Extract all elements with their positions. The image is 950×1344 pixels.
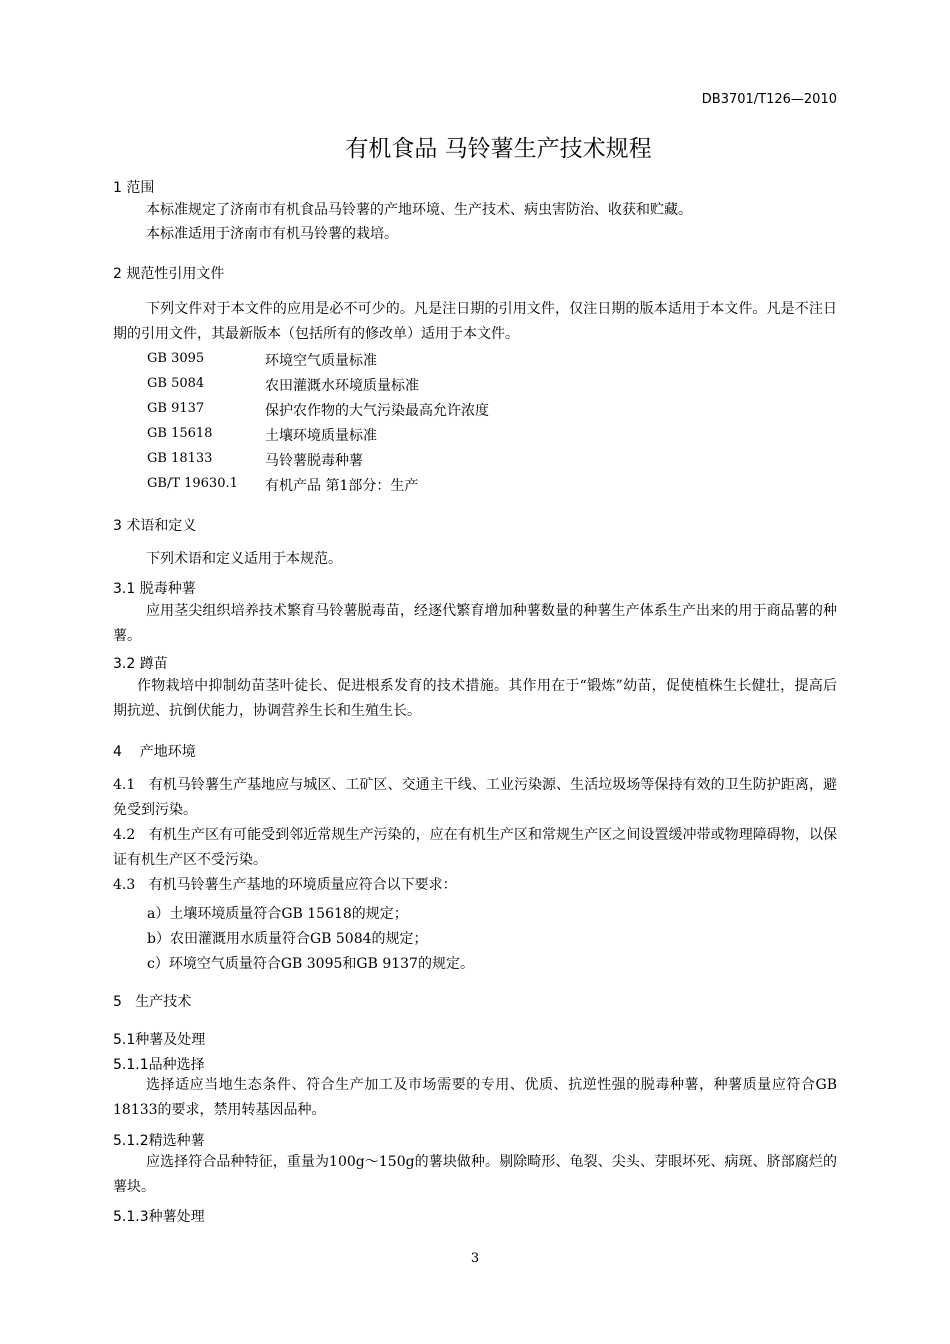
- reference-code: GB/T 19630.1: [147, 476, 238, 491]
- section-4-1-text: 4.1 有机马铃薯生产基地应与城区、工矿区、交通主干线、工业污染源、生活垃圾场等保持有效的卫生防护距离，避免受到污染。: [113, 777, 837, 818]
- reference-code: GB 5084: [147, 376, 205, 391]
- reference-title: 土壤环境质量标准: [265, 428, 377, 444]
- section-4-2-text: 4.2 有机生产区有可能受到邻近常规生产污染的，应在有机生产区和常规生产区之间设置缓冲带或物理障碍物，以保证有机生产区不受污染。: [113, 827, 837, 868]
- page-number: 3: [470, 1251, 480, 1266]
- section-4-3-text: 4.3 有机马铃薯生产基地的环境质量应符合以下要求：: [113, 877, 457, 893]
- section-1-paragraph-1: 本标准规定了济南市有机食品马铃薯的产地环境、生产技术、病虫害防治、收获和贮藏。: [146, 202, 692, 218]
- section-3-heading: 3 术语和定义: [113, 518, 197, 534]
- section-5-heading: 5 生产技术: [113, 994, 192, 1010]
- reference-code: GB 3095: [147, 351, 205, 366]
- reference-code: GB 15618: [147, 426, 213, 441]
- section-2-paragraph: 下列文件对于本文件的应用是必不可少的。凡是注日期的引用文件，仅注日期的版本适用于本文件。凡是不注日期的引用文件，其最新版本（包括所有的修改单）适用于本文件。: [113, 301, 837, 342]
- reference-code: GB 18133: [147, 451, 213, 466]
- list-item: b）农田灌溉用水质量符合GB 5084的规定；: [147, 931, 428, 947]
- section-3-2-heading: 3.2 蹲苗: [113, 656, 168, 672]
- section-4-heading: 4 产地环境: [113, 744, 196, 760]
- section-5-1-2-text: 应选择符合品种特征，重量为100g～150g的薯块做种。剔除畸形、龟裂、尖头、芽眼坏死、病斑、脐部腐烂的薯块。: [113, 1154, 837, 1195]
- reference-title: 环境空气质量标准: [265, 353, 377, 369]
- section-5-1-3-heading: 5.1.3种薯处理: [113, 1209, 205, 1225]
- reference-code: GB 9137: [147, 401, 205, 416]
- list-item: a）土壤环境质量符合GB 15618的规定；: [147, 906, 408, 922]
- section-3-2-text: 作物栽培中抑制幼苗茎叶徒长、促进根系发育的技术措施。其作用在于“锻炼”幼苗，促使植株生长健壮，提高后期抗逆、抗倒伏能力，协调营养生长和生殖生长。: [113, 678, 837, 719]
- section-5-1-heading: 5.1种薯及处理: [113, 1032, 206, 1048]
- section-5-1-1-text: 选择适应当地生态条件、符合生产加工及市场需要的专用、优质、抗逆性强的脱毒种薯，种薯质量应符合GB 18133的要求，禁用转基因品种。: [113, 1077, 837, 1118]
- list-item: c）环境空气质量符合GB 3095和GB 9137的规定。: [147, 956, 474, 972]
- section-5-1-2-heading: 5.1.2精选种薯: [113, 1133, 205, 1149]
- section-3-paragraph: 下列术语和定义适用于本规范。: [146, 551, 342, 567]
- reference-title: 保护农作物的大气污染最高允许浓度: [265, 403, 489, 419]
- section-3-1-text: 应用茎尖组织培养技术繁育马铃薯脱毒苗，经逐代繁育增加种薯数量的种薯生产体系生产出来的用于商品薯的种薯。: [113, 603, 837, 644]
- reference-title: 有机产品 第1部分：生产: [265, 478, 419, 494]
- section-3-1-heading: 3.1 脱毒种薯: [113, 581, 196, 597]
- standard-number: DB3701/T126—2010: [701, 92, 837, 107]
- reference-title: 农田灌溉水环境质量标准: [265, 378, 419, 394]
- reference-title: 马铃薯脱毒种薯: [265, 453, 363, 469]
- section-1-heading: 1 范围: [113, 180, 155, 196]
- section-2-heading: 2 规范性引用文件: [113, 266, 225, 282]
- document-title: 有机食品 马铃薯生产技术规程: [345, 136, 652, 162]
- section-5-1-1-heading: 5.1.1品种选择: [113, 1057, 205, 1073]
- section-1-paragraph-2: 本标准适用于济南市有机马铃薯的栽培。: [146, 226, 398, 242]
